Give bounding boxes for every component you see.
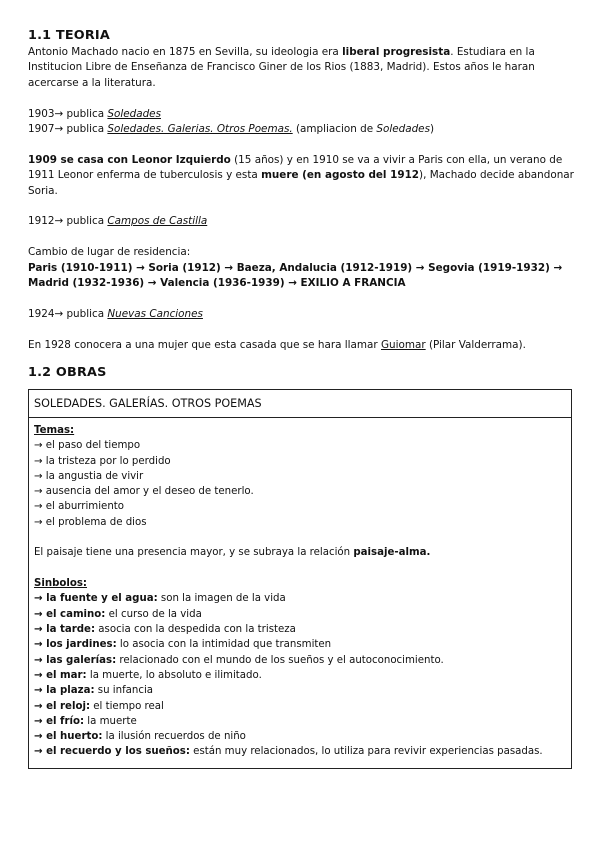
list-item: → el paso del tiempo — [34, 440, 141, 452]
symbol-desc: la muerte — [84, 715, 137, 727]
pub-title: Campos de Castilla — [107, 215, 208, 228]
intro-text: Antonio Machado nacio en 1875 en Sevilla, su ideologia era — [28, 46, 343, 58]
list-item — [34, 714, 566, 729]
symbol-term: → la fuente y el agua: — [34, 593, 158, 605]
obra-box-title: SOLEDADES. GALERÍAS. OTROS POEMAS — [29, 390, 571, 418]
symbol-term: → el recuerdo y los sueños: — [34, 746, 190, 758]
list-item — [34, 744, 566, 759]
symbol-desc: el tiempo real — [90, 700, 164, 712]
guiomar-name: Guiomar — [380, 338, 426, 351]
simbolos-list — [34, 591, 566, 759]
list-item — [34, 622, 566, 637]
list-item: → el problema de dios — [34, 516, 147, 528]
symbol-desc: son la imagen de la vida — [157, 593, 286, 605]
pub-year: 1903→ publica — [28, 107, 108, 120]
pub-title: Soledades. Galerias. Otros Poemas. — [107, 123, 293, 136]
death-bold: muere (en agosto del 1912 — [261, 169, 420, 182]
list-item: → ausencia del amor y el deseo de tenerlo. — [34, 486, 254, 498]
list-item — [34, 699, 566, 714]
symbol-desc: relacionado con el mundo de los sueños y el autoconocimiento. — [116, 654, 444, 666]
symbol-desc: la ilusión recuerdos de niño — [102, 731, 246, 743]
intro-text-rest: . Estudiara en la Institucion Libre de Enseñanza de Francisco Giner de los Rios (1883, Madrid). Estos años le haran acercarse a la literatura. — [28, 46, 535, 89]
marriage-text: (15 años) y en 1910 se va a vivir a Paris con ella, un verano de 1911 Leonor enferma de tuberculosis y esta — [28, 153, 563, 182]
intro-paragraph — [28, 45, 576, 91]
list-item: → la tristeza por lo perdido — [34, 455, 171, 467]
pub-ref: Soledades — [376, 123, 430, 136]
symbol-desc: su infancia — [94, 685, 154, 697]
paisaje-text: El paisaje tiene una presencia mayor, y se subraya la relación — [34, 547, 354, 559]
obra-box-body — [29, 418, 571, 760]
residence-path: Paris (1910-1911) → Soria (1912) → Baeza, Andalucia (1912-1919) → Segovia (1919-1932) → Madrid (1932-1936) → Valencia (1936-1939) → EXILIO A FRANCIA — [28, 261, 563, 290]
symbol-term: → la tarde: — [34, 624, 96, 636]
section-heading-teoria: 1.1 TEORIA — [28, 28, 110, 43]
symbol-term: → el camino: — [34, 608, 106, 620]
pub-note-end: ) — [430, 123, 435, 136]
list-item — [34, 607, 566, 622]
pub-title: Soledades — [107, 107, 161, 120]
list-item — [34, 591, 566, 606]
marriage-text-end: ), Machado decide abandonar Soria. — [28, 169, 574, 197]
publication-1907 — [28, 122, 576, 137]
symbol-desc: el curso de la vida — [105, 608, 202, 620]
list-item — [34, 637, 566, 652]
document-page — [28, 28, 576, 381]
list-item: → la angustia de vivir — [34, 470, 144, 482]
section-heading-obras: 1.2 OBRAS — [28, 365, 107, 381]
symbol-term: → la plaza: — [34, 685, 95, 697]
temas-label: Temas: — [34, 425, 75, 436]
residence-label: Cambio de lugar de residencia: — [28, 246, 191, 259]
symbol-desc: la muerte, lo absoluto e ilimitado. — [86, 669, 262, 681]
symbol-term: → el reloj: — [34, 700, 91, 712]
symbol-term: → los jardines: — [34, 639, 117, 651]
marriage-paragraph — [28, 153, 576, 199]
symbol-desc: lo asocia con la intimidad que transmiten — [116, 639, 332, 651]
pub-year: 1912→ publica — [28, 215, 108, 228]
symbol-term: → el mar: — [34, 669, 87, 681]
pub-title: Nuevas Canciones — [107, 307, 203, 320]
symbol-term: → el frío: — [34, 715, 85, 727]
temas-list — [34, 438, 566, 530]
pub-year: 1924→ publica — [28, 307, 108, 320]
pub-year: 1907→ publica — [28, 123, 108, 136]
list-item: → el aburrimiento — [34, 501, 125, 513]
ideology-bold: liberal progresista — [342, 46, 451, 58]
guiomar-text-end: (Pilar Valderrama). — [425, 338, 526, 351]
paisaje-bold: paisaje-alma. — [353, 547, 431, 559]
guiomar-paragraph — [28, 338, 576, 353]
publication-1903 — [28, 107, 576, 122]
publication-1912 — [28, 214, 576, 229]
pub-note: (ampliacion de — [292, 123, 377, 136]
symbol-term: → las galerías: — [34, 654, 117, 666]
paisaje-paragraph — [34, 545, 566, 560]
list-item — [34, 729, 566, 744]
list-item — [34, 683, 566, 698]
symbol-desc: están muy relacionados, lo utiliza para revivir experiencias pasadas. — [189, 746, 543, 758]
publication-1924 — [28, 307, 576, 322]
symbol-term: → el huerto: — [34, 731, 103, 743]
simbolos-label: Sinbolos: — [34, 578, 88, 590]
obra-box — [28, 389, 572, 769]
list-item — [34, 653, 566, 668]
symbol-desc: asocia con la despedida con la tristeza — [95, 624, 296, 636]
guiomar-text: En 1928 conocera a una mujer que esta casada que se hara llamar — [28, 338, 381, 351]
list-item — [34, 668, 566, 683]
marriage-bold: 1909 se casa con Leonor Izquierdo — [28, 153, 231, 166]
